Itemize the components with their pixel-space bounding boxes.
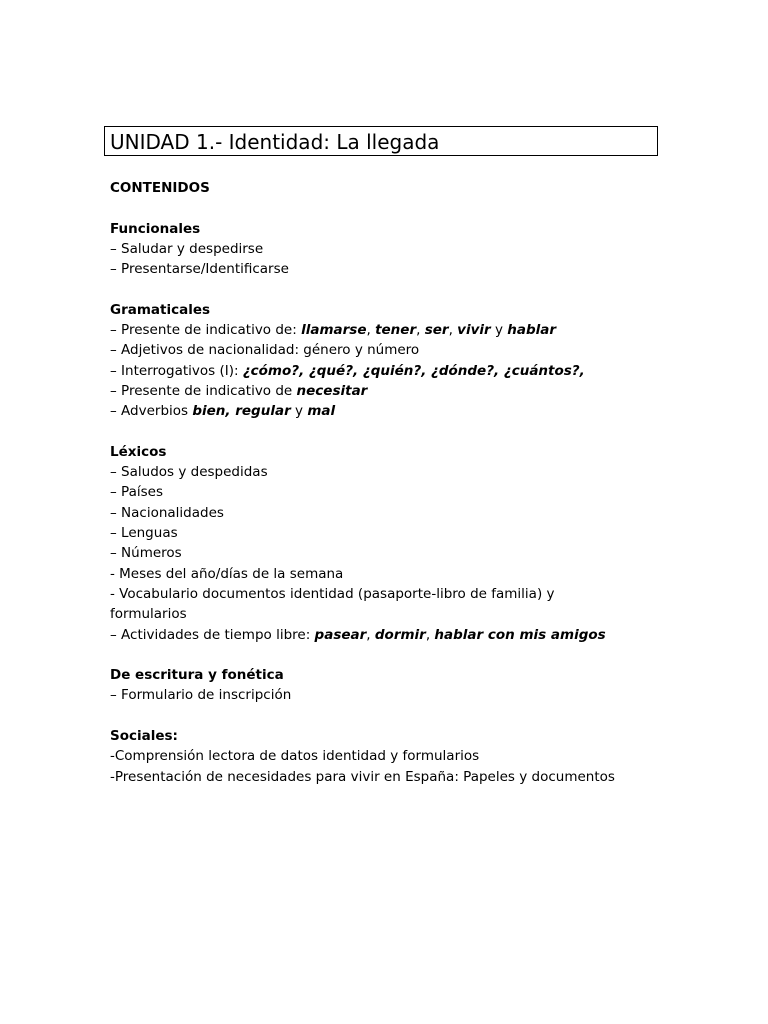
list-item: – Países bbox=[110, 484, 163, 501]
spacer bbox=[110, 706, 670, 726]
section-heading-lexicos: Léxicos bbox=[110, 443, 167, 460]
list-item bbox=[110, 625, 670, 645]
verb-term: necesitar bbox=[296, 382, 368, 399]
section-heading-escritura: De escritura y fonética bbox=[110, 667, 284, 684]
list-item: – Formulario de inscripción bbox=[110, 687, 292, 704]
list-item: -Comprensión lectora de datos identidad y formularios bbox=[110, 748, 480, 765]
item-text: – Presente de indicativo de: bbox=[110, 322, 302, 339]
verb-term: vivir bbox=[457, 322, 491, 339]
verb-term: hablar bbox=[507, 322, 557, 339]
adverb-terms: bien, regular bbox=[192, 403, 291, 420]
list-item: -Presentación de necesidades para vivir en España: Papeles y documentos bbox=[110, 768, 615, 785]
adverb-term: mal bbox=[307, 403, 336, 420]
document-body bbox=[110, 178, 670, 787]
separator: , bbox=[416, 322, 425, 339]
item-text: – Adverbios bbox=[110, 403, 193, 420]
contents-heading: CONTENIDOS bbox=[110, 180, 210, 196]
list-item: - Vocabulario documentos identidad (pasaporte-libro de familia) y formularios bbox=[110, 585, 555, 623]
section-heading-sociales: Sociales: bbox=[110, 728, 178, 745]
item-text: – Presente de indicativo de bbox=[110, 382, 297, 399]
list-item bbox=[110, 401, 670, 421]
list-item: – Números bbox=[110, 545, 182, 562]
spacer bbox=[110, 422, 670, 442]
list-item bbox=[110, 320, 670, 340]
interrogative-terms: ¿cómo?, ¿qué?, ¿quién?, ¿dónde?, ¿cuántos?, bbox=[242, 362, 585, 379]
item-text: – Interrogativos (I): bbox=[110, 362, 243, 379]
list-item: – Saludar y despedirse bbox=[110, 240, 264, 257]
separator: y bbox=[490, 322, 508, 339]
spacer bbox=[110, 198, 670, 218]
list-item bbox=[110, 381, 670, 401]
list-item: – Presentarse/Identificarse bbox=[110, 261, 289, 278]
unit-title: UNIDAD 1.- Identidad: La llegada bbox=[104, 126, 658, 156]
separator: y bbox=[290, 403, 308, 420]
activity-term: pasear bbox=[314, 626, 367, 643]
section-heading-funcionales: Funcionales bbox=[110, 220, 201, 237]
verb-term: tener bbox=[375, 322, 417, 339]
spacer bbox=[110, 279, 670, 299]
list-item: – Saludos y despedidas bbox=[110, 464, 268, 481]
activity-term: hablar con mis amigos bbox=[434, 626, 606, 643]
separator: , bbox=[425, 626, 435, 643]
list-item: – Lenguas bbox=[110, 525, 178, 542]
list-item: – Nacionalidades bbox=[110, 504, 224, 521]
activity-term: dormir bbox=[374, 626, 426, 643]
separator: , bbox=[448, 322, 458, 339]
item-text: – Actividades de tiempo libre: bbox=[110, 626, 315, 643]
spacer bbox=[110, 645, 670, 665]
list-item: – Adjetivos de nacionalidad: género y número bbox=[110, 342, 420, 359]
section-heading-gramaticales: Gramaticales bbox=[110, 301, 211, 318]
separator: , bbox=[366, 322, 376, 339]
separator: , bbox=[366, 626, 375, 643]
list-item: - Meses del año/días de la semana bbox=[110, 565, 344, 582]
verb-term: llamarse bbox=[301, 322, 367, 339]
list-item bbox=[110, 361, 670, 381]
verb-term: ser bbox=[424, 322, 449, 339]
